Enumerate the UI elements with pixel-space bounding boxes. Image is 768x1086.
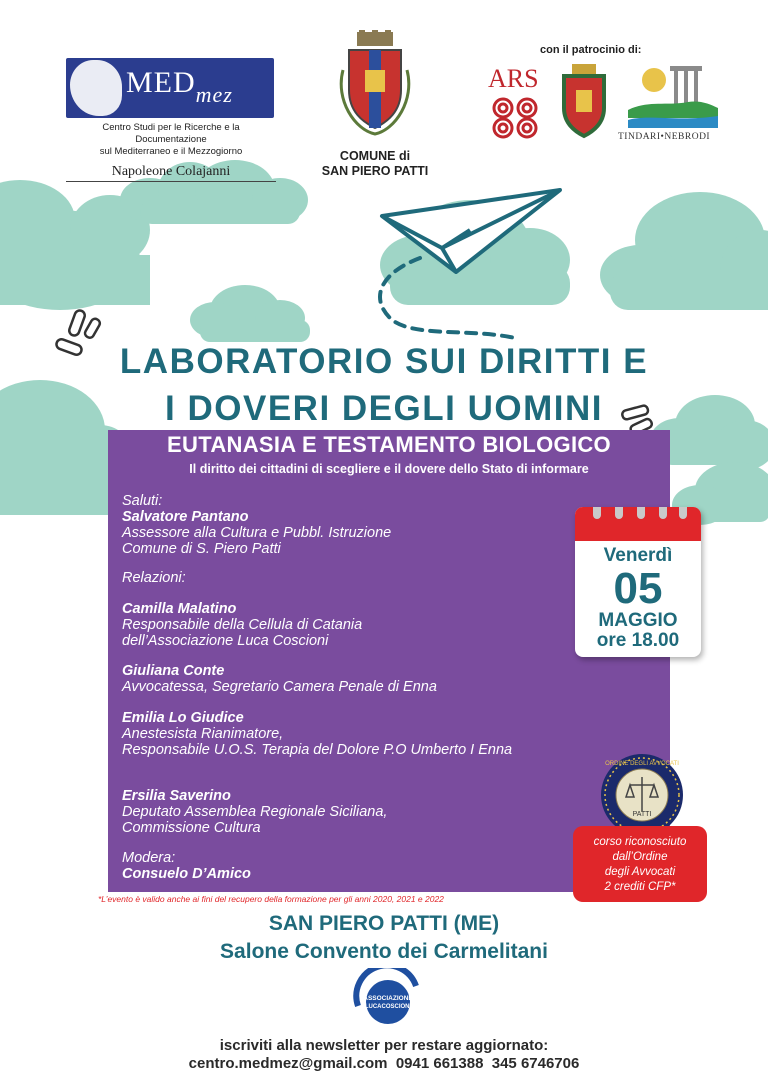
- medmez-brand: [126, 66, 233, 107]
- speaker-role: Anestesista Rianimatore,: [122, 726, 284, 742]
- modera-name: Consuelo D’Amico: [122, 866, 251, 882]
- description-line2: sul Mediterraneo e il Mezzogiorno: [99, 146, 243, 157]
- speaker-name: Emilia Lo Giudice: [122, 710, 244, 726]
- venue-place: Salone Convento dei Carmelitani: [220, 940, 548, 963]
- speaker-role: Deputato Assemblea Regionale Siciliana,: [122, 804, 388, 820]
- ars-logo-text: ARS: [488, 64, 539, 93]
- event-subtitle: Il diritto dei cittadini di scegliere e il dovere dello Stato di informare: [189, 462, 589, 476]
- speaker-item: [122, 601, 362, 649]
- seal-city: PATTI: [632, 811, 652, 818]
- date-month: MAGGIO: [598, 610, 678, 631]
- ordine-avvocati-seal-icon: [600, 753, 684, 837]
- speaker-name: Ersilia Saverino: [122, 788, 231, 804]
- paper-plane-icon: [360, 178, 570, 348]
- calendar-ring-icon: [593, 507, 601, 519]
- associazione-logo-icon: [350, 968, 426, 1028]
- date-calendar: [575, 507, 701, 657]
- relazioni-label: Relazioni:: [122, 570, 186, 586]
- date-number: 05: [613, 564, 663, 613]
- comune-logo: [300, 30, 450, 179]
- comune-line1: COMUNE di: [339, 149, 411, 163]
- region-crest-icon: [554, 62, 614, 142]
- speaker-role: Commissione Cultura: [122, 820, 261, 836]
- main-title: [0, 338, 768, 432]
- title-line2: I DOVERI DEGLI UOMINI: [165, 389, 603, 428]
- medmez-banner: [66, 58, 274, 118]
- modera-block: [122, 850, 251, 882]
- seal-text: ORDINE DEGLI AVVOCATI: [605, 761, 679, 767]
- footnote: *L’evento è valido anche ai fini del recupero della formazione per gli anni 2020, 2021 e 2022: [98, 894, 444, 904]
- founder-name: Napoleone Colajanni: [66, 164, 276, 182]
- tindari-label: TINDARI•NEBRODI: [618, 132, 711, 142]
- crest-icon: [335, 30, 415, 138]
- speaker-item: [122, 663, 437, 695]
- modera-label: Modera:: [122, 850, 176, 866]
- portrait-icon: [70, 60, 122, 116]
- saluti-block: [122, 493, 391, 557]
- comune-line2: SAN PIERO PATTI: [321, 164, 429, 178]
- saluti-name: Salvatore Pantano: [122, 509, 249, 525]
- patrocinio-label: con il patrocinio di:: [540, 44, 642, 56]
- ars-spiral-icon: [490, 96, 540, 140]
- saluti-role1: Assessore alla Cultura e Pubbl. Istruzione: [122, 525, 392, 541]
- contact-info: centro.medmez@gmail.com 0941 661388 345 6746706: [188, 1055, 580, 1072]
- credits-line2: dall’Ordine: [612, 851, 668, 863]
- calendar-ring-icon: [679, 507, 687, 519]
- description-line1: Centro Studi per le Ricerche e la Documentazione: [102, 122, 240, 145]
- association-line1: ASSOCIAZIONE: [363, 995, 413, 1002]
- speaker-role: Responsabile della Cellula di Catania: [122, 617, 363, 633]
- brand-small: mez: [195, 82, 233, 107]
- comune-label: [300, 149, 450, 179]
- date-time: ore 18.00: [596, 630, 680, 651]
- speaker-name: Camilla Malatino: [122, 601, 237, 617]
- venue-city: SAN PIERO PATTI (ME): [268, 912, 500, 935]
- date-day: Venerdì: [603, 545, 673, 566]
- speaker-name: Giuliana Conte: [122, 663, 225, 679]
- calendar-ring-icon: [615, 507, 623, 519]
- speaker-role: Responsabile U.O.S. Terapia del Dolore P.O Umberto I Enna: [122, 742, 513, 758]
- medmez-logo: [66, 58, 276, 182]
- saluti-role2: Comune di S. Piero Patti: [122, 541, 281, 557]
- speaker-role: Avvocatessa, Segretario Camera Penale di Enna: [122, 679, 437, 695]
- credits-line3: degli Avvocati: [604, 866, 676, 878]
- medmez-description: [66, 122, 276, 158]
- event-topic: EUTANASIA E TESTAMENTO BIOLOGICO: [167, 432, 611, 457]
- credits-line4: 2 crediti CFP*: [604, 881, 676, 893]
- credits-badge: [573, 826, 707, 902]
- speaker-item: [122, 710, 512, 758]
- credits-line1: corso riconosciuto: [593, 836, 687, 848]
- newsletter-text: iscriviti alla newsletter per restare aggiornato:: [219, 1037, 549, 1054]
- calendar-ring-icon: [637, 507, 645, 519]
- tindari-nebrodi-icon: [628, 62, 718, 132]
- calendar-ring-icon: [659, 507, 667, 519]
- brand-main: MED: [126, 66, 196, 99]
- title-line1: LABORATORIO SUI DIRITTI E: [119, 342, 649, 381]
- association-line2: LUCACOSCIONI: [364, 1004, 412, 1010]
- saluti-label: Saluti:: [122, 493, 163, 509]
- speaker-item: [122, 788, 387, 836]
- patrocinio-block: [488, 44, 728, 154]
- speaker-role: dell’Associazione Luca Coscioni: [122, 633, 329, 649]
